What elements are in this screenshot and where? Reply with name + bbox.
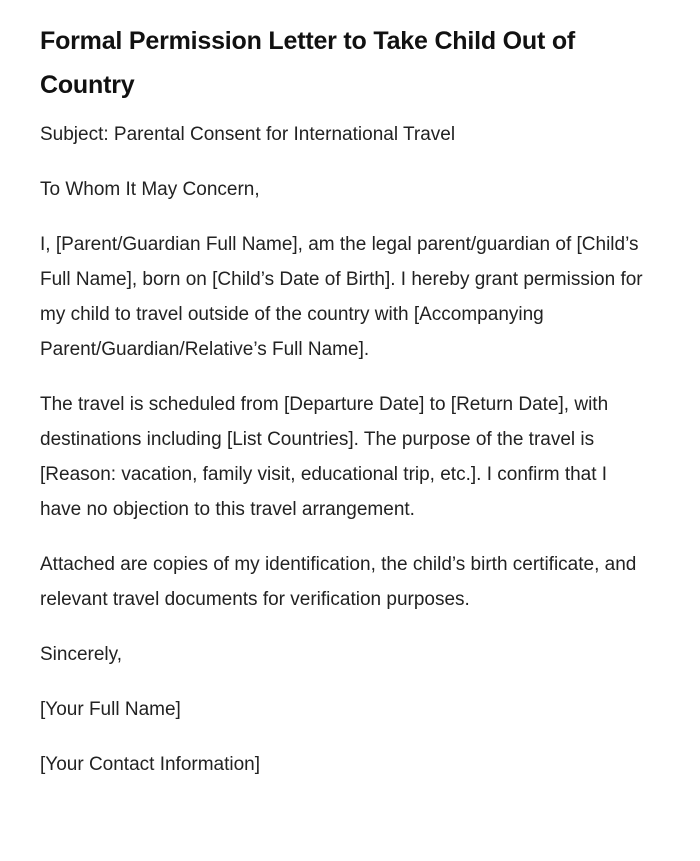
- letter-title: Formal Permission Letter to Take Child Out of Country: [40, 27, 576, 99]
- signature-name: [Your Full Name]: [40, 699, 181, 720]
- letter-paragraph-travel-details: The travel is scheduled from [Departure Date] to [Return Date], with destinations including [List Countries]. The purpose of the travel is [Reason: vacation, family visit, educational trip, etc.]. I confirm that I have no objection to this travel arrangement.: [40, 394, 609, 520]
- letter-subject: Subject: Parental Consent for International Travel: [40, 124, 456, 145]
- letter-document: [40, 19, 652, 802]
- letter-salutation: To Whom It May Concern,: [40, 179, 260, 200]
- letter-closing: Sincerely,: [40, 644, 123, 665]
- signature-contact: [Your Contact Information]: [40, 754, 261, 775]
- letter-paragraph-consent: I, [Parent/Guardian Full Name], am the legal parent/guardian of [Child’s Full Name], born on [Child’s Date of Birth]. I hereby grant permission for my child to travel outside of the country with [Accompanying Parent/Guardian/Relative’s Full Name].: [40, 234, 643, 360]
- letter-paragraph-attachments: Attached are copies of my identification, the child’s birth certificate, and relevant travel documents for verification purposes.: [40, 554, 637, 610]
